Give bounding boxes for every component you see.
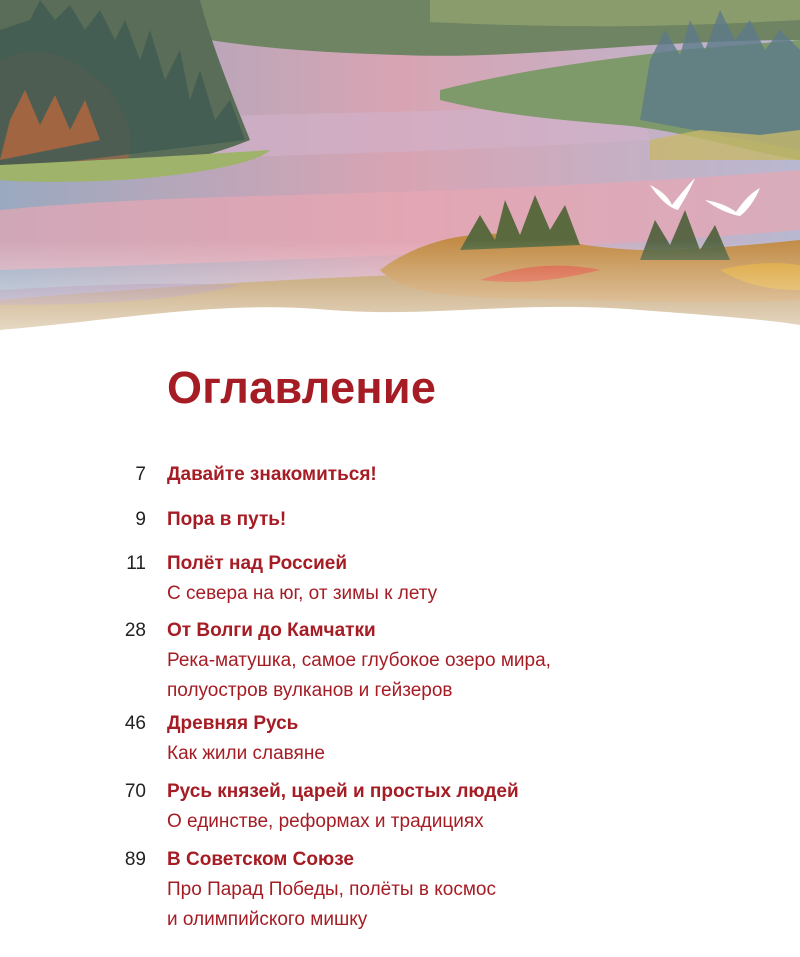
river-landscape-image: [0, 0, 800, 380]
toc-heading: Древняя Русь: [167, 713, 299, 734]
toc-page-number: 89: [124, 849, 146, 870]
toc-page-number: 28: [124, 620, 146, 641]
toc-heading: Давайте знакомиться!: [167, 464, 377, 485]
toc-heading: В Советском Союзе: [167, 849, 354, 870]
toc-heading: Русь князей, царей и простых людей: [167, 781, 519, 802]
toc-subtitle: С севера на юг, от зимы к лету: [167, 583, 438, 604]
page-title: Оглавление: [167, 362, 437, 413]
toc-heading: Пора в путь!: [167, 509, 287, 530]
toc-subtitle: Как жили славяне: [167, 743, 325, 764]
toc-page-number: 7: [135, 464, 146, 485]
toc-subtitle: Про Парад Победы, полёты в космос: [167, 879, 496, 900]
toc-page-number: 46: [124, 713, 146, 734]
toc-subtitle: Река-матушка, самое глубокое озеро мира,: [167, 650, 551, 671]
landscape-illustration: [0, 0, 800, 380]
toc-heading: От Волги до Камчатки: [167, 620, 376, 641]
toc-page-number: 9: [135, 509, 146, 530]
toc-subtitle: полуостров вулканов и гейзеров: [167, 680, 453, 701]
toc-heading: Полёт над Россией: [167, 553, 348, 574]
toc-subtitle: и олимпийского мишку: [167, 909, 368, 930]
toc-page-number: 70: [124, 781, 146, 802]
toc-page-number: 11: [126, 553, 146, 574]
toc-subtitle: О единстве, реформах и традициях: [167, 811, 484, 832]
